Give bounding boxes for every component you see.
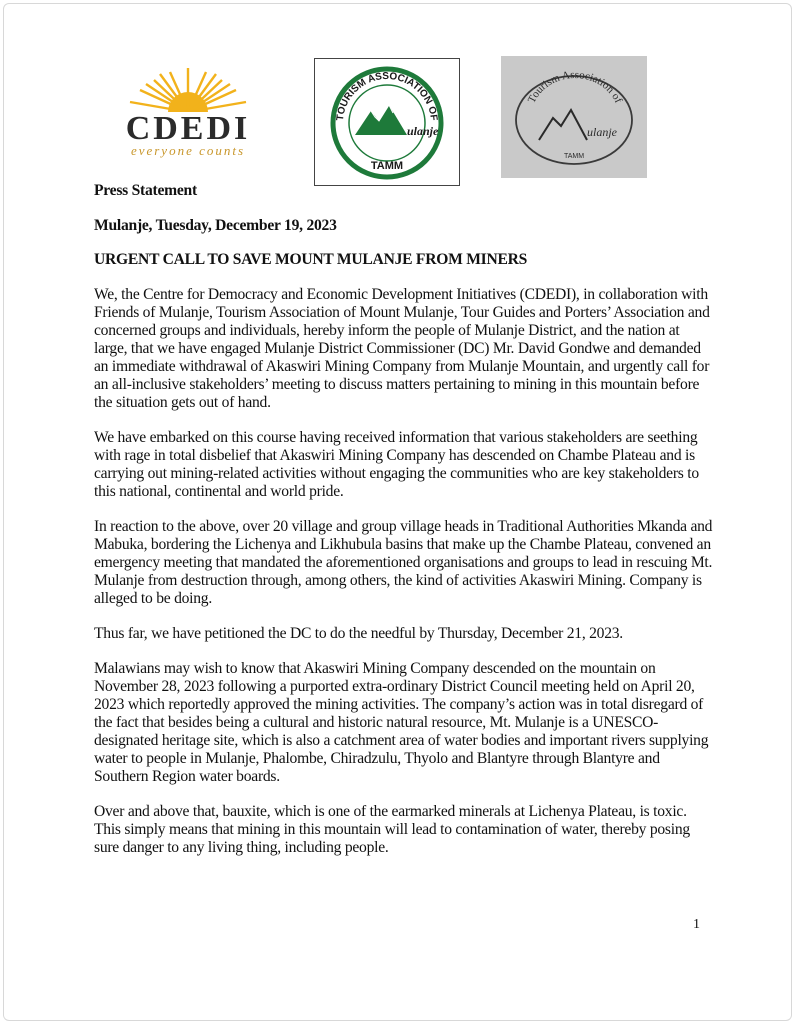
paragraph: In reaction to the above, over 20 village and group village heads in Traditional Authorities Mkanda and Mabuka, bordering the Lichenya and Likhubula basins that make up the Chambe Plateau, convened an emergency meeting that mandated the aforementioned organisations and groups to lead in rescuing Mt. Mulanje from destruction through, among others, the kind of activities Akaswiri Mining. Company is alleged to be doing. xyxy=(94,518,713,607)
cdedi-tagline: everyone counts xyxy=(130,143,246,158)
document-label: Press Statement xyxy=(94,182,197,199)
cdedi-logo xyxy=(98,62,278,172)
document-title: URGENT CALL TO SAVE MOUNT MULANJE FROM MINERS xyxy=(94,251,528,268)
paragraph: Malawians may wish to know that Akaswiri Mining Company descended on the mountain on November 28, 2023 following a purported extra-ordinary District Council meeting held on April 20, 2023 which reportedly approved the mining activities. The company’s action was in total disregard of the fact that besides being a cultural and historic natural resource, Mt. Mulanje is a UNESCO-designated heritage site, which is also a catchment area of water bodies and important rivers supplying water to people in Mulanje, Phalombe, Chiradzulu, Thyolo and Blantyre through Blantyre and Southern Region water boards. xyxy=(94,660,709,785)
tamm-stamp-arc-text: Tourism Association of xyxy=(525,68,625,106)
paragraph: Thus far, we have petitioned the DC to do the needful by Thursday, December 21, 2023. xyxy=(94,625,623,642)
press-statement-body xyxy=(94,182,714,874)
tamm-stamp-bottom-text: TAMM xyxy=(563,153,585,160)
tamm-bottom-text: TAMM xyxy=(370,160,404,172)
tamm-logo xyxy=(314,58,460,186)
tamm-arc-text: TOURISM ASSOCIATION OF xyxy=(334,70,440,122)
page-number: 1 xyxy=(693,917,700,932)
tamm-center-text: ulanje xyxy=(407,124,439,138)
cdedi-wordmark: CDEDI xyxy=(125,110,251,147)
paragraph: Over and above that, bauxite, which is one of the earmarked minerals at Lichenya Plateau, is toxic. This simply means that mining in this mountain will lead to contamination of water, thereby posing sure danger to any living thing, including people. xyxy=(94,803,690,856)
paragraph: We, the Centre for Democracy and Economic Development Initiatives (CDEDI), in collaboration with Friends of Mulanje, Tourism Association of Mount Mulanje, Tour Guides and Porters’ Association and concerned groups and individuals, hereby inform the people of Mulanje District, and the nation at large, that we have engaged Mulanje District Commissioner (DC) Mr. David Gondwe and demanded an immediate withdrawal of Akaswiri Mining Company from Mulanje Mountain, and urgently call for an all-inclusive stakeholders’ meeting to discuss matters pertaining to mining in this mountain before the situation gets out of hand. xyxy=(94,286,710,411)
tamm-stamp-center-text: ulanje xyxy=(587,125,617,139)
mountain-icon xyxy=(539,110,587,140)
document-date: Mulanje, Tuesday, December 19, 2023 xyxy=(94,217,337,234)
mountain-icon xyxy=(355,105,407,135)
tamm-stamp-logo xyxy=(501,56,647,178)
paragraph: We have embarked on this course having received information that various stakeholders are seething with rage in total disbelief that Akaswiri Mining Company has descended on Chambe Plateau and is carrying out mining-related activities without engaging the communities who are key stakeholders to this national, continental and world pride. xyxy=(94,429,699,500)
